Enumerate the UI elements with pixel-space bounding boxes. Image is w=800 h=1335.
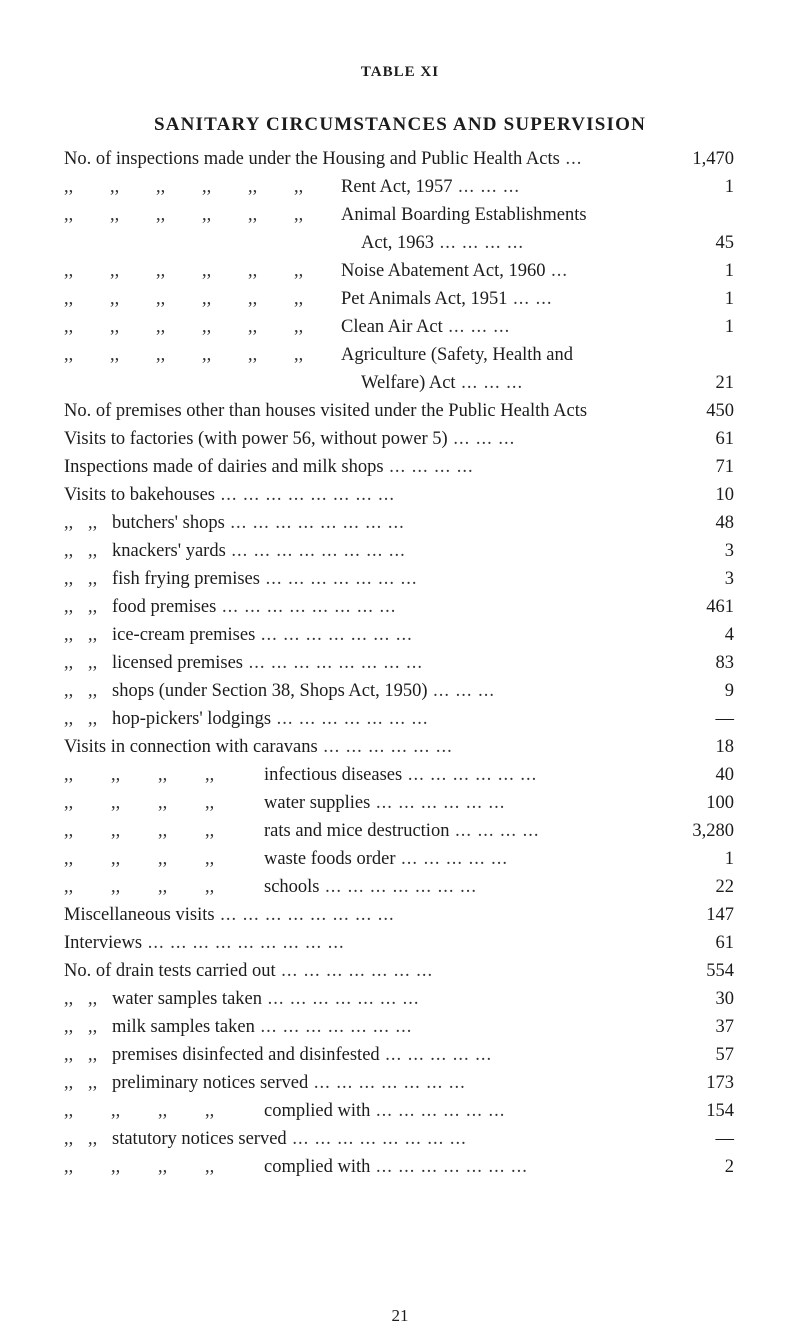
row-label-text: ice-cream premises: [112, 625, 256, 645]
row-value: 1: [724, 261, 734, 281]
row-value: 1: [724, 849, 734, 869]
row-label-text: No. of inspections made under the Housing and Public Health Acts: [64, 149, 560, 169]
table-row: [64, 453, 734, 481]
table-row: ,, ,, ,, ,, schools ... ... ... ... ... ... ... 22: [64, 873, 734, 901]
dot-leader: ... ... ... ... ... ...: [402, 765, 538, 785]
row-label-text: Rent Act, 1957: [341, 177, 453, 197]
row-value: 1: [724, 289, 734, 309]
table-row: ,, ,, preliminary notices served ... ... ... ... ... ... ... 173: [64, 1069, 734, 1097]
dot-leader: ...: [545, 261, 568, 281]
table-row: ,, ,, ,, ,, complied with ... ... ... ... ... ... 154: [64, 1097, 734, 1125]
table-row: ,, ,, statutory notices served ... ... ... ... ... ... ... ... —: [64, 1125, 734, 1153]
dot-leader: ... ... ... ... ... ...: [370, 1101, 506, 1121]
row-label: [64, 397, 587, 425]
row-value: —: [715, 709, 734, 729]
table-row: ,, ,, ,, ,, infectious diseases ... ... ... ... ... ... 40: [64, 761, 734, 789]
row-label-text: Interviews: [64, 933, 143, 953]
row-value: 3: [724, 569, 734, 589]
row-label-text: complied with: [264, 1157, 371, 1177]
row-label-continuation-text: Act, 1963: [361, 233, 434, 253]
row-value: 2: [724, 1157, 734, 1177]
table-row: ,, ,, water samples taken ... ... ... ... ... ... ... 30: [64, 985, 734, 1013]
row-label: [112, 565, 417, 593]
row-value: 45: [715, 233, 734, 253]
row-value: 450: [706, 401, 734, 421]
table-row: ,, ,, hop-pickers' lodgings ... ... ... ... ... ... ... —: [64, 705, 734, 733]
row-label: [64, 957, 433, 985]
table-row: [64, 481, 734, 509]
row-label-text: waste foods order: [264, 849, 396, 869]
row-label-text: shops (under Section 38, Shops Act, 1950): [112, 681, 428, 701]
table-row: [64, 929, 734, 957]
row-label: [112, 1041, 492, 1069]
row-label: [112, 621, 413, 649]
row-label-text: preliminary notices served: [112, 1073, 309, 1093]
row-label: [112, 537, 406, 565]
dot-leader: ... ... ...: [455, 373, 524, 393]
row-label-text: schools: [264, 877, 320, 897]
row-label-text: statutory notices served: [112, 1129, 287, 1149]
row-label: [64, 453, 474, 481]
row-label: [112, 1125, 467, 1153]
table-row: ,, ,, ,, ,, ,, ,, Noise Abatement Act, 1960 ... 1: [64, 257, 734, 285]
row-label-continuation: [361, 229, 524, 257]
row-label-text: Miscellaneous visits: [64, 905, 215, 925]
dot-leader: ...: [559, 149, 583, 169]
table-row: [64, 733, 734, 761]
row-label: [264, 873, 477, 901]
dot-leader: ... ... ... ... ... ... ...: [271, 709, 429, 729]
row-label: [64, 145, 582, 173]
dot-leader: ... ... ... ...: [449, 821, 540, 841]
row-label-text: Clean Air Act: [341, 317, 443, 337]
dot-leader: ... ... ... ... ... ... ...: [262, 989, 420, 1009]
row-label-text: fish frying premises: [112, 569, 260, 589]
row-label-text: milk samples taken: [112, 1017, 255, 1037]
row-value: —: [715, 1129, 734, 1149]
row-label-text: Animal Boarding Establishments: [341, 205, 587, 225]
row-value: 40: [715, 765, 734, 785]
row-label: [341, 313, 510, 341]
row-value: 1: [724, 317, 734, 337]
row-value: 154: [706, 1101, 734, 1121]
dot-leader: ... ... ... ... ...: [379, 1045, 493, 1065]
row-value: 1: [724, 177, 734, 197]
row-label: [64, 901, 395, 929]
table-row: ,, ,, ,, ,, waste foods order ... ... ... ... ... 1: [64, 845, 734, 873]
table-row: [64, 901, 734, 929]
row-label: [112, 593, 396, 621]
dot-leader: ... ... ...: [442, 317, 511, 337]
row-value: 100: [706, 793, 734, 813]
table-row: ,, ,, ,, ,, rats and mice destruction ... ... ... ... 3,280: [64, 817, 734, 845]
dot-leader: ... ... ... ... ... ... ... ...: [214, 905, 395, 925]
row-value: 9: [724, 681, 734, 701]
row-label-text: knackers' yards: [112, 541, 226, 561]
row-value: 4: [724, 625, 734, 645]
row-label-text: Visits to bakehouses: [64, 485, 215, 505]
row-label-text: Pet Animals Act, 1951: [341, 289, 508, 309]
dot-leader: ... ... ...: [452, 177, 521, 197]
row-label-text: Visits in connection with caravans: [64, 737, 318, 757]
table-row: ,, ,, milk samples taken ... ... ... ... ... ... ... 37: [64, 1013, 734, 1041]
table-row: ,, ,, ,, ,, water supplies ... ... ... ... ... ... 100: [64, 789, 734, 817]
row-label-text: rats and mice destruction: [264, 821, 450, 841]
dot-leader: ... ... ... ... ... ... ...: [319, 877, 477, 897]
row-label: [341, 201, 587, 229]
row-label-text: licensed premises: [112, 653, 243, 673]
row-label: [264, 817, 539, 845]
row-value: 1,470: [692, 149, 734, 169]
row-value: 21: [715, 373, 734, 393]
row-value: 61: [715, 933, 734, 953]
dot-leader: ... ... ... ... ... ... ...: [254, 1017, 413, 1037]
table-row: ,, ,, food premises ... ... ... ... ... ... ... ... 461: [64, 593, 734, 621]
dot-leader: ... ... ... ...: [383, 457, 474, 477]
row-label: [112, 1069, 466, 1097]
row-label: [264, 845, 508, 873]
row-label-text: No. of drain tests carried out: [64, 961, 276, 981]
row-label-text: complied with: [264, 1101, 371, 1121]
dot-leader: ... ... ... ... ... ... ...: [259, 569, 418, 589]
page-title: SANITARY CIRCUMSTANCES AND SUPERVISION: [153, 114, 647, 135]
table-row: [64, 957, 734, 985]
row-label: [264, 1097, 505, 1125]
row-label-continuation-text: Welfare) Act: [361, 373, 456, 393]
row-label: [341, 341, 573, 369]
table-row: [64, 397, 734, 425]
row-value: 30: [715, 989, 734, 1009]
row-label: [112, 1013, 412, 1041]
dot-leader: ... ... ... ... ... ... ...: [370, 1157, 528, 1177]
row-label-text: premises disinfected and disinfested: [112, 1045, 380, 1065]
row-value: 48: [715, 513, 734, 533]
row-label-text: No. of premises other than houses visited under the Public Health Acts: [64, 401, 588, 421]
row-label: [264, 1153, 528, 1181]
row-label: [64, 929, 345, 957]
table-row: [64, 145, 734, 173]
row-label-text: Inspections made of dairies and milk shops: [64, 457, 384, 477]
row-value: 61: [715, 429, 734, 449]
table-row: ,, ,, ,, ,, complied with ... ... ... ... ... ... ... 2: [64, 1153, 734, 1181]
row-value: 10: [715, 485, 734, 505]
dot-leader: ... ... ... ... ... ... ...: [308, 1073, 466, 1093]
row-label-text: water supplies: [264, 793, 371, 813]
row-label-continuation: [361, 369, 523, 397]
row-value: 3,280: [692, 821, 734, 841]
row-label: [264, 789, 505, 817]
row-label: [64, 733, 453, 761]
row-label-text: water samples taken: [112, 989, 262, 1009]
row-value: 37: [715, 1017, 734, 1037]
row-label-text: Agriculture (Safety, Health and: [341, 345, 574, 365]
dot-leader: ... ... ... ... ... ... ... ...: [286, 1129, 467, 1149]
table-label: TABLE XI: [360, 64, 440, 80]
dot-leader: ... ... ... ... ... ... ... ...: [243, 653, 423, 673]
table-row: ,, ,, knackers' yards ... ... ... ... ... ... ... ... 3: [64, 537, 734, 565]
row-value: 18: [715, 737, 734, 757]
row-value: 461: [706, 597, 734, 617]
table-row: ,, ,, ,, ,, ,, ,, Pet Animals Act, 1951 ... ... 1: [64, 285, 734, 313]
row-value: 83: [715, 653, 734, 673]
row-label-text: butchers' shops: [112, 513, 225, 533]
dot-leader: ... ... ... ... ... ...: [370, 793, 506, 813]
dot-leader: ... ...: [507, 289, 553, 309]
dot-leader: ... ... ... ... ... ... ...: [255, 625, 413, 645]
row-label: [112, 985, 420, 1013]
row-label: [112, 705, 429, 733]
dot-leader: ... ... ... ... ... ... ... ...: [224, 513, 405, 533]
dot-leader: ... ... ... ... ... ... ... ... ...: [142, 933, 345, 953]
row-value: 22: [715, 877, 734, 897]
dot-leader: ... ... ... ... ... ... ...: [275, 961, 434, 981]
table-row: ,, ,, ice-cream premises ... ... ... ... ... ... ... 4: [64, 621, 734, 649]
row-label: [64, 481, 395, 509]
row-label: [112, 509, 405, 537]
row-label: [341, 257, 568, 285]
table-row: ,, ,, ,, ,, ,, ,, Agriculture (Safety, Health and Welfare) Act ... ... ... 21: [64, 341, 734, 369]
row-label: [341, 285, 553, 313]
row-label: [64, 425, 515, 453]
dot-leader: ... ... ... ... ... ... ... ...: [215, 485, 395, 505]
row-label-text: hop-pickers' lodgings: [112, 709, 272, 729]
dot-leader: ... ... ... ... ... ... ... ...: [216, 597, 397, 617]
row-label-text: food premises: [112, 597, 217, 617]
row-value: 554: [706, 961, 734, 981]
table-row: ,, ,, ,, ,, ,, ,, Rent Act, 1957 ... ... ... 1: [64, 173, 734, 201]
table-row: ,, ,, ,, ,, ,, ,, Clean Air Act ... ... ... 1: [64, 313, 734, 341]
dot-leader: ... ... ... ...: [433, 233, 524, 253]
table-row: ,, ,, butchers' shops ... ... ... ... ... ... ... ... 48: [64, 509, 734, 537]
page-number: 21: [391, 1306, 409, 1325]
row-label: [112, 677, 495, 705]
table-row: ,, ,, shops (under Section 38, Shops Act, 1950) ... ... ... 9: [64, 677, 734, 705]
row-value: 71: [715, 457, 734, 477]
row-label: [341, 173, 520, 201]
table-row: ,, ,, premises disinfected and disinfested ... ... ... ... ... 57: [64, 1041, 734, 1069]
dot-leader: ... ... ... ... ... ...: [317, 737, 453, 757]
row-label-text: infectious diseases: [264, 765, 403, 785]
table-row: ,, ,, ,, ,, ,, ,, Animal Boarding Establishments Act, 1963 ... ... ... ... 45: [64, 201, 734, 229]
table-row: ,, ,, licensed premises ... ... ... ... ... ... ... ... 83: [64, 649, 734, 677]
dot-leader: ... ... ...: [427, 681, 496, 701]
table-row: [64, 425, 734, 453]
table-row: ,, ,, fish frying premises ... ... ... ... ... ... ... 3: [64, 565, 734, 593]
row-value: 147: [706, 905, 734, 925]
dot-leader: ... ... ... ... ... ... ... ...: [225, 541, 406, 561]
row-label: [264, 761, 537, 789]
dot-leader: ... ... ...: [447, 429, 516, 449]
row-value: 57: [715, 1045, 734, 1065]
row-label-text: Noise Abatement Act, 1960: [341, 261, 546, 281]
row-value: 173: [706, 1073, 734, 1093]
row-value: 3: [724, 541, 734, 561]
row-label-text: Visits to factories (with power 56, without power 5): [64, 429, 448, 449]
dot-leader: ... ... ... ... ...: [395, 849, 509, 869]
row-label: [112, 649, 423, 677]
